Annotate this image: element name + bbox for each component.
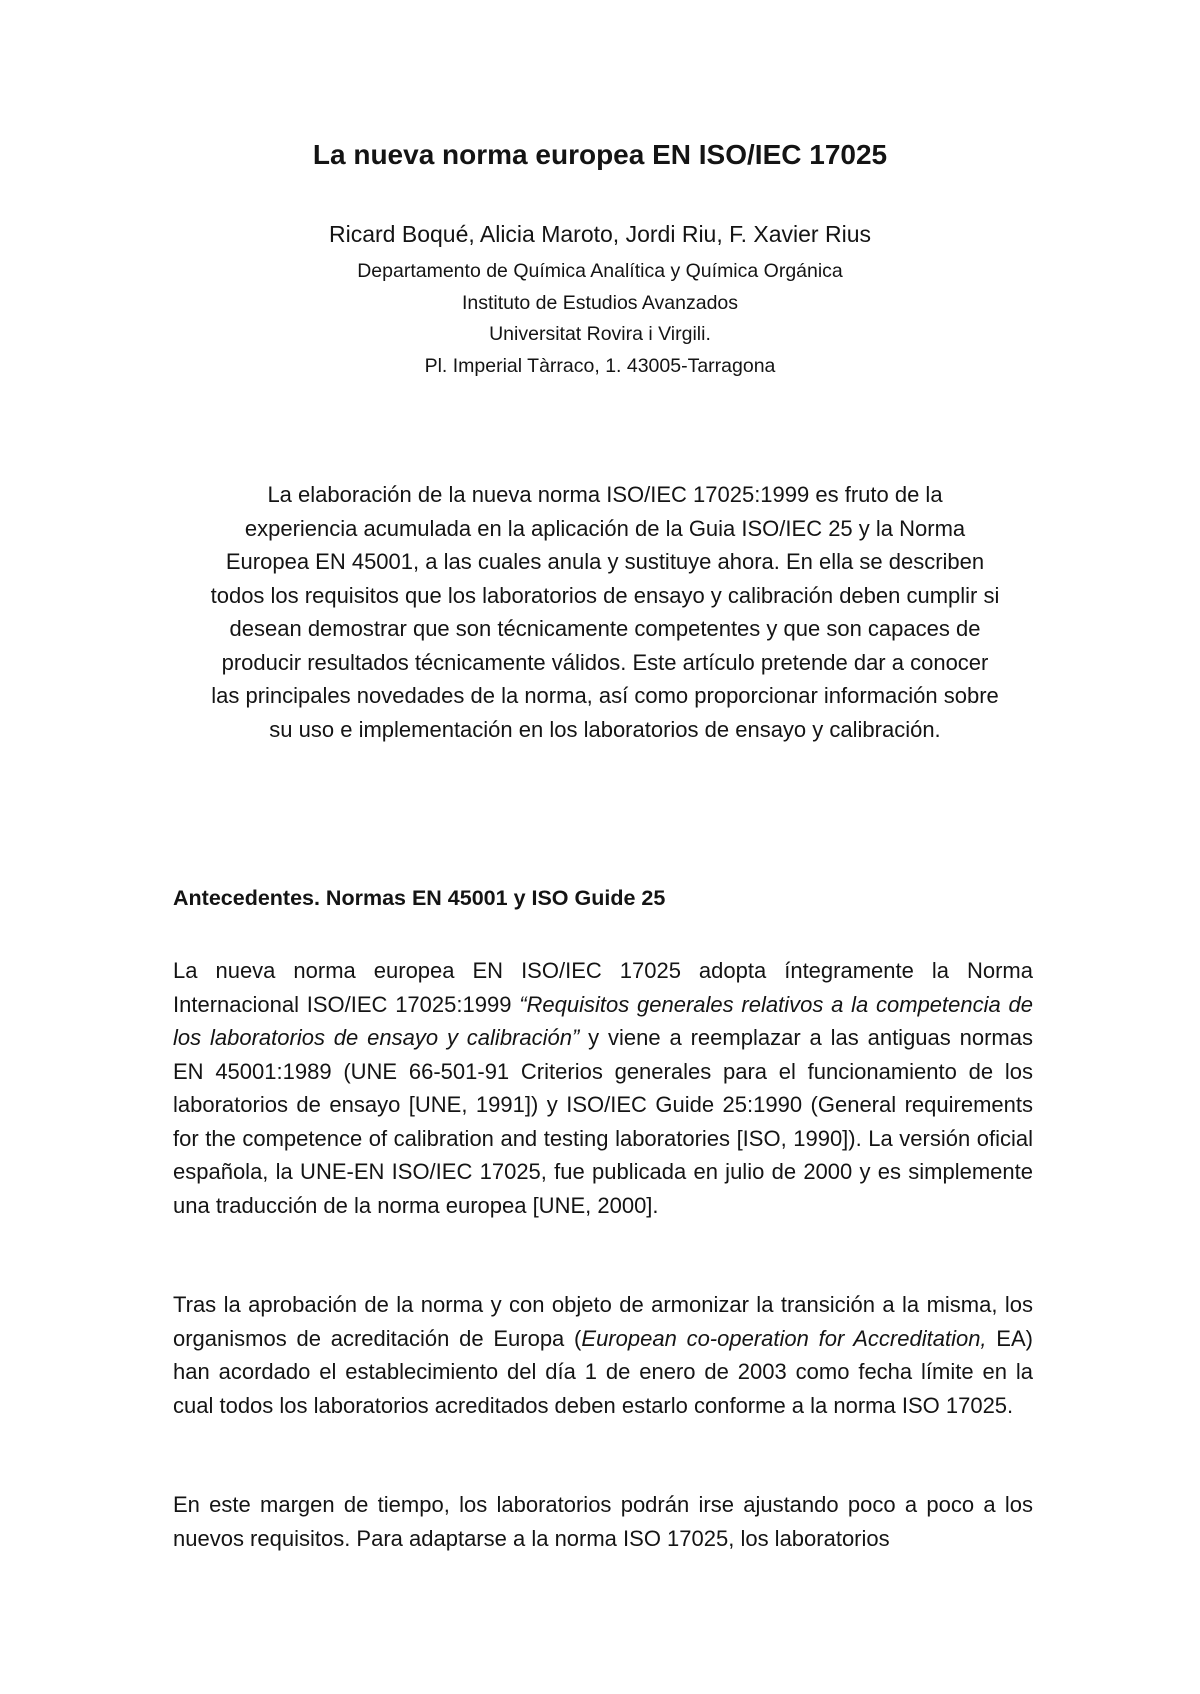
paragraph-1-italic-title: “Requisitos generales relativos a la competencia de los laboratorios de ensayo y calibración” xyxy=(173,991,1033,1050)
section-heading: Antecedentes. Normas EN 45001 y ISO Guide 25 xyxy=(173,886,666,910)
body-paragraph-2 xyxy=(173,1288,1033,1422)
authors-line: Ricard Boqué, Alicia Maroto, Jordi Riu, F. Xavier Rius xyxy=(329,221,871,247)
body-paragraph-1 xyxy=(173,954,1033,1222)
affiliation-block xyxy=(0,256,1200,382)
affiliation-university: Universitat Rovira i Virgili. xyxy=(489,323,711,345)
body-paragraph-3: En este margen de tiempo, los laboratorios podrán irse ajustando poco a poco a los nuevos requisitos. Para adaptarse a la norma ISO 17025, los laboratorios xyxy=(173,1492,1033,1551)
paragraph-1-text-end: y viene a reemplazar a las antiguas normas EN 45001:1989 (UNE 66-501-91 Criterios generales para el funcionamiento de los laboratorios de ensayo [UNE, 1991]) y ISO/IEC Guide 25:1990 (General requirements for the competence of calibration and testing laboratories [ISO, 1990]). La versión oficial española, la UNE-EN ISO/IEC 17025, fue publicada en julio de 2000 y es simplemente una traducción de la norma europea [UNE, 2000]. xyxy=(173,1025,1033,1218)
document-title: La nueva norma europea EN ISO/IEC 17025 xyxy=(312,139,888,170)
paragraph-2-text-start: Tras la aprobación de la norma y con objeto de armonizar la transición a la misma, los organismos de acreditación de Europa ( xyxy=(173,1292,1033,1351)
paragraph-2-italic-org: European co-operation for Accreditation, xyxy=(581,1325,987,1351)
affiliation-address: Pl. Imperial Tàrraco, 1. 43005-Tarragona xyxy=(424,354,776,377)
paragraph-1-text-start: La nueva norma europea EN ISO/IEC 17025 adopta íntegramente la Norma Internacional ISO/IEC 17025:1999 xyxy=(173,958,1033,1017)
abstract-paragraph: La elaboración de la nueva norma ISO/IEC 17025:1999 es fruto de la experiencia acumulada en la aplicación de la Guia ISO/IEC 25 y la Norma Europea EN 45001, a las cuales anula y sustituye ahora. En ella se describen todos los requisitos que los laboratorios de ensayo y calibración deben cumplir si desean demostrar que son técnicamente competentes y que son capaces de producir resultados técnicamente válidos. Este artículo pretende dar a conocer las principales novedades de la norma, así como proporcionar información sobre su uso e implementación en los laboratorios de ensayo y calibración. xyxy=(210,482,1000,742)
affiliation-institute: Instituto de Estudios Avanzados xyxy=(461,291,739,314)
affiliation-department: Departamento de Química Analítica y Química Orgánica xyxy=(357,260,843,282)
paragraph-2-text-end: EA) han acordado el establecimiento del día 1 de enero de 2003 como fecha límite en la cual todos los laboratorios acreditados deben estarlo conforme a la norma ISO 17025. xyxy=(173,1325,1033,1418)
